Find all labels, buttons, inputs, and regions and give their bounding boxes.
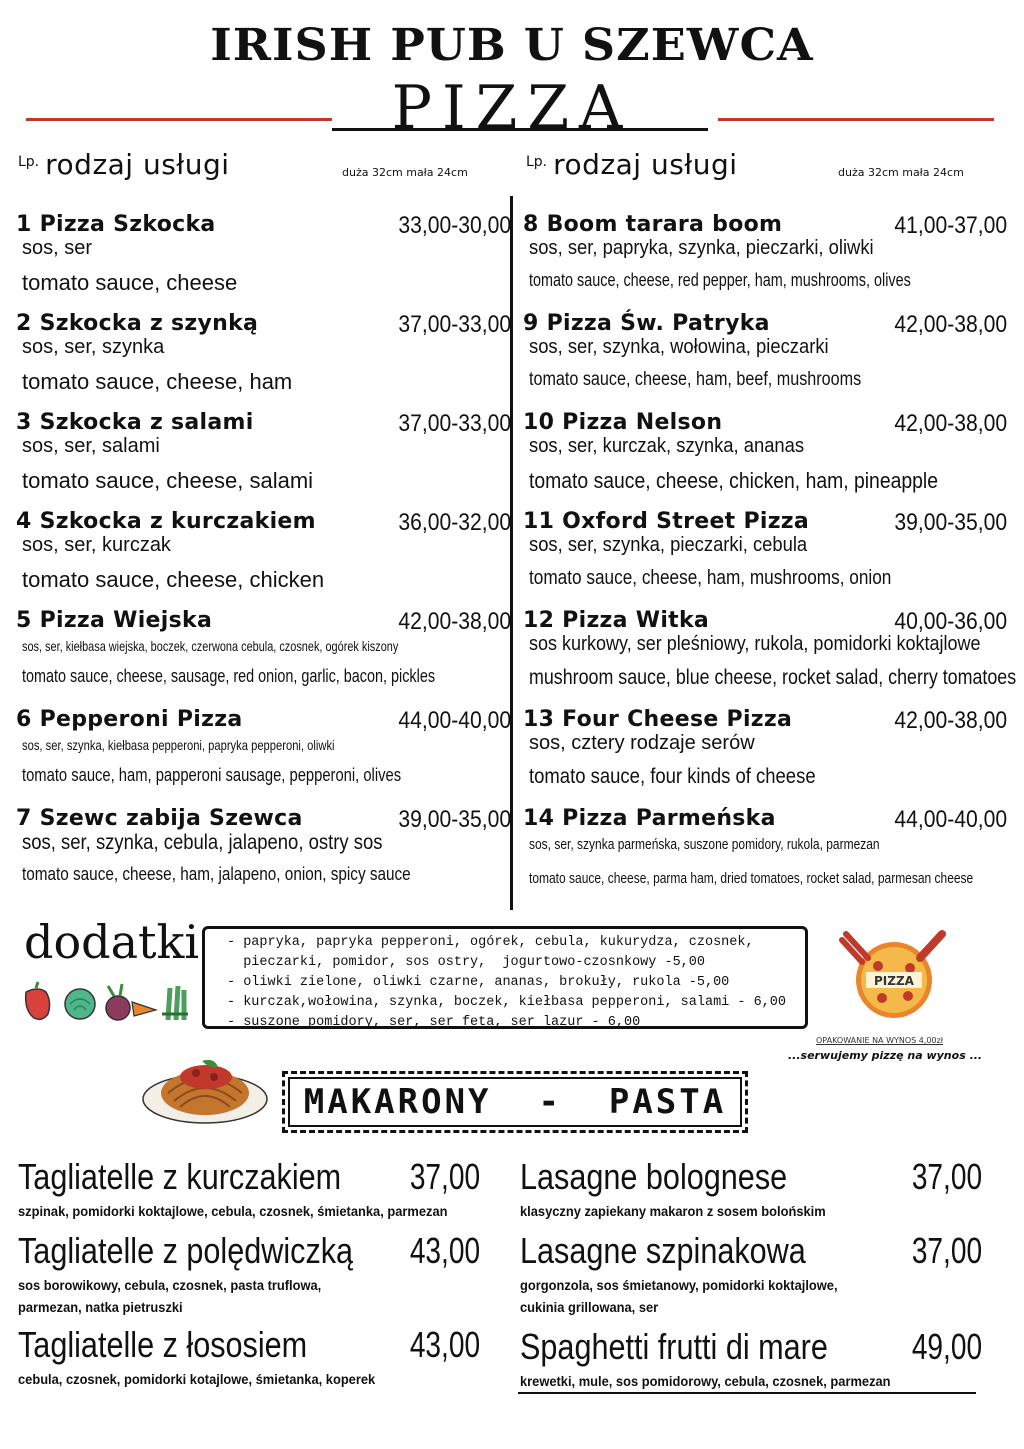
pasta-name: Tagliatelle z polędwiczką: [18, 1230, 354, 1271]
pizza-price: 39,00-35,00: [894, 509, 1007, 536]
sizes-label: duża 32cm mała 24cm: [342, 166, 468, 179]
pizza-item: [16, 608, 511, 707]
pasta-name: Lasagne szpinakowa: [520, 1230, 806, 1271]
pasta-price: 43,00: [409, 1324, 480, 1365]
pasta-name: Tagliatelle z kurczakiem: [18, 1156, 342, 1197]
pizza-item: [523, 410, 1007, 509]
spaghetti-plate-icon: [140, 1053, 270, 1127]
pizza-price: 44,00-40,00: [894, 806, 1007, 833]
pasta-description: sos borowikowy, cebula, czosnek, pasta truflowa, parmezan, natka pietruszki: [18, 1277, 322, 1315]
pizza-ingredients-pl: sos, ser, szynka, kiełbasa pepperoni, papryka pepperoni, oliwki: [22, 737, 335, 753]
pizza-item: [523, 212, 1007, 311]
pasta-price: 43,00: [409, 1230, 480, 1271]
pasta-name: Spaghetti frutti di mare: [520, 1326, 828, 1367]
pizza-name: 4 Szkocka z kurczakiem: [16, 509, 316, 534]
pizza-ingredients-en: tomato sauce, four kinds of cheese: [529, 765, 816, 788]
pizza-ingredients-pl: sos kurkowy, ser pleśniowy, rukola, pomidorki koktajlowe: [529, 633, 981, 655]
pizza-name: 1 Pizza Szkocka: [16, 212, 216, 237]
pizza-ingredients-pl: sos, ser, salami: [22, 435, 160, 457]
pizza-ingredients-pl: sos, ser, kurczak: [22, 534, 171, 556]
pizza-name: 13 Four Cheese Pizza: [523, 707, 793, 732]
pizza-ingredients-en: tomato sauce, cheese, sausage, red onion, garlic, bacon, pickles: [22, 666, 436, 686]
pizza-item: [16, 410, 511, 509]
pasta-description: klasyczny zapiekany makaron z sosem bolońskim: [520, 1203, 826, 1219]
pizza-ingredients-pl: sos, ser, papryka, szynka, pieczarki, oliwki: [529, 237, 874, 259]
pizza-price: 37,00-33,00: [398, 410, 511, 437]
pizza-price: 44,00-40,00: [398, 707, 511, 734]
pizza-ingredients-en: tomato sauce, cheese, ham, jalapeno, onion, spicy sauce: [22, 864, 411, 884]
vegetables-icon: [20, 980, 190, 1024]
pizza-ingredients-en: tomato sauce, cheese, chicken: [22, 567, 325, 592]
pizza-name: 2 Szkocka z szynką: [16, 311, 259, 336]
extras-title: dodatki: [24, 915, 200, 969]
pizza-item: [523, 311, 1007, 410]
pizza-item: [523, 509, 1007, 608]
extras-line: - oliwki zielone, oliwki czarne, ananas, brokuły, rukola -5,00: [227, 975, 730, 990]
extras-line: pieczarki, pomidor, sos ostry, jogurtowo-czosnkowy -5,00: [227, 955, 705, 970]
pasta-price: 37,00: [409, 1156, 480, 1197]
pizza-price: 37,00-33,00: [398, 311, 511, 338]
takeaway-note: OPAKOWANIE NA WYNOS 4,00zł: [816, 1036, 944, 1045]
pizza-ingredients-pl: sos, ser, kiełbasa wiejska, boczek, czerwona cebula, czosnek, ogórek kiszony: [22, 638, 399, 654]
pizza-name: 10 Pizza Nelson: [523, 410, 723, 435]
pizza-ingredients-pl: sos, ser: [22, 237, 93, 259]
pizza-ingredients-en: tomato sauce, cheese, chicken, ham, pineapple: [529, 468, 938, 493]
pizza-price: 41,00-37,00: [894, 212, 1007, 239]
pizza-badge-icon: [838, 928, 950, 1030]
extras-line: - papryka, papryka pepperoni, ogórek, cebula, kukurydza, czosnek,: [227, 935, 754, 950]
pizza-item: [16, 311, 511, 410]
pasta-header: [282, 1071, 748, 1133]
column-header-right: [526, 148, 1006, 188]
pizza-item: [523, 806, 1007, 905]
pasta-description: gorgonzola, sos śmietanowy, pomidorki koktajlowe, cukinia grillowana, ser: [520, 1277, 838, 1315]
pizza-item: [16, 212, 511, 311]
pizza-price: 33,00-30,00: [398, 212, 511, 239]
pizza-price: 40,00-36,00: [894, 608, 1007, 635]
pizza-item: [16, 707, 511, 806]
lp-label: Lp.: [526, 154, 548, 170]
pizza-name: 6 Pepperoni Pizza: [16, 707, 243, 732]
pizza-ingredients-pl: sos, ser, szynka, wołowina, pieczarki: [529, 336, 829, 358]
pizza-price: 42,00-38,00: [894, 410, 1007, 437]
pizza-name: 14 Pizza Parmeńska: [523, 806, 776, 831]
lp-label: Lp.: [18, 154, 40, 170]
pizza-ingredients-en: tomato sauce, cheese, ham, mushrooms, onion: [529, 567, 892, 589]
pasta-description: cebula, czosnek, pomidorki kotajlowe, śmietanka, koperek: [18, 1371, 376, 1387]
pasta-name: Lasagne bolognese: [520, 1156, 788, 1197]
pizza-item: [523, 608, 1017, 707]
pizza-ingredients-pl: sos, ser, szynka parmeńska, suszone pomidory, rukola, parmezan: [529, 836, 880, 853]
pizza-ingredients-en: tomato sauce, cheese, red pepper, ham, mushrooms, olives: [529, 270, 911, 290]
column-header-left: [18, 148, 508, 188]
pizza-name: 8 Boom tarara boom: [523, 212, 783, 237]
pizza-ingredients-pl: sos, ser, szynka, pieczarki, cebula: [529, 534, 808, 556]
pizza-ingredients-pl: sos, cztery rodzaje serów: [529, 732, 755, 754]
pizza-price: 36,00-32,00: [398, 509, 511, 536]
extras-line: - suszone pomidory, ser, ser feta, ser lazur - 6,00: [227, 1015, 641, 1030]
pasta-name: Tagliatelle z łososiem: [18, 1324, 308, 1365]
pasta-title: MAKARONY - PASTA: [303, 1082, 727, 1122]
pizza-ingredients-pl: sos, ser, kurczak, szynka, ananas: [529, 435, 805, 457]
pizza-price: 42,00-38,00: [398, 608, 511, 635]
pizza-ingredients-pl: sos, ser, szynka: [22, 336, 165, 358]
pizza-price: 39,00-35,00: [398, 806, 511, 833]
kind-label: rodzaj usługi: [45, 148, 230, 181]
pizza-name: 3 Szkocka z salami: [16, 410, 254, 435]
pizza-badge-label: PIZZA: [874, 974, 914, 988]
pizza-item: [523, 707, 1007, 806]
pizza-price: 42,00-38,00: [894, 707, 1007, 734]
serve-note: ...serwujemy pizzę na wynos ...: [788, 1049, 983, 1062]
extras-list: [202, 926, 808, 1029]
pizza-ingredients-en: mushroom sauce, blue cheese, rocket salad, cherry tomatoes: [529, 666, 1017, 689]
pasta-price: 49,00: [911, 1326, 982, 1367]
pizza-ingredients-en: tomato sauce, ham, papperoni sausage, pepperoni, olives: [22, 765, 402, 785]
kind-label: rodzaj usługi: [553, 148, 738, 181]
pizza-price: 42,00-38,00: [894, 311, 1007, 338]
pizza-ingredients-en: tomato sauce, cheese, salami: [22, 468, 314, 493]
pizza-item: [16, 509, 511, 608]
extras-line: - kurczak,wołowina, szynka, boczek, kiełbasa pepperoni, salami - 6,00: [227, 995, 786, 1010]
pizza-name: 9 Pizza Św. Patryka: [523, 311, 770, 336]
pub-name: IRISH PUB U SZEWCA: [210, 19, 814, 71]
pasta-price: 37,00: [911, 1230, 982, 1271]
pizza-name: 5 Pizza Wiejska: [16, 608, 213, 633]
pizza-ingredients-en: tomato sauce, cheese, ham, beef, mushrooms: [529, 369, 862, 390]
pizza-name: 7 Szewc zabija Szewca: [16, 806, 303, 831]
bottom-rule: [518, 1392, 976, 1394]
pizza-item: [16, 806, 511, 905]
pasta-description: szpinak, pomidorki koktajlowe, cebula, czosnek, śmietanka, parmezan: [18, 1203, 448, 1219]
pizza-ingredients-en: tomato sauce, cheese: [22, 270, 238, 295]
pasta-description: krewetki, mule, sos pomidorowy, cebula, czosnek, parmezan: [520, 1373, 891, 1389]
pizza-name: 12 Pizza Witka: [523, 608, 710, 633]
pizza-ingredients-pl: sos, ser, szynka, cebula, jalapeno, ostry sos: [22, 831, 383, 854]
pizza-ingredients-en: tomato sauce, cheese, ham: [22, 369, 293, 394]
pizza-ingredients-en: tomato sauce, cheese, parma ham, dried tomatoes, rocket salad, parmesan cheese: [529, 870, 974, 887]
sizes-label: duża 32cm mała 24cm: [838, 166, 964, 179]
pizza-name: 11 Oxford Street Pizza: [523, 509, 810, 534]
page-title: PIZZA: [391, 73, 633, 143]
pasta-price: 37,00: [911, 1156, 982, 1197]
